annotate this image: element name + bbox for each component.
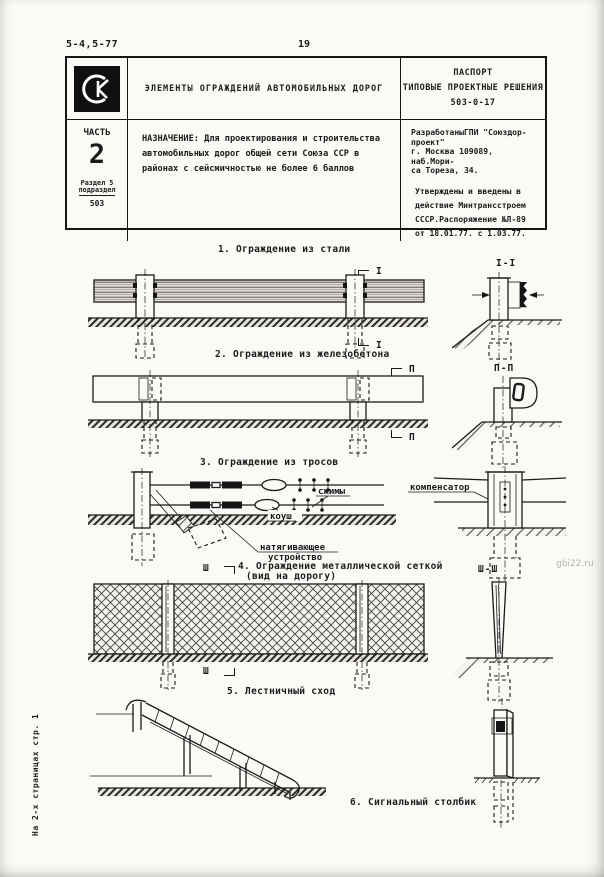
fig5-stairway-drawing <box>62 692 357 812</box>
fig4-post <box>161 580 175 690</box>
fig1-section-view-drawing <box>452 270 567 370</box>
document-code: 5-4,5-77 <box>66 39 119 50</box>
fig1-cut-mark-bottom: I <box>376 340 382 351</box>
section-cut-corner <box>224 566 235 574</box>
fig6-title: 6. Сигнальный столбик <box>350 797 477 808</box>
passport-line2: ТИПОВЫЕ ПРОЕКТНЫЕ РЕШЕНИЯ <box>402 83 544 93</box>
fig3-title: 3. Ограждение из тросов <box>200 457 339 468</box>
sk-logo <box>74 66 120 112</box>
fig4-section-view-drawing <box>438 578 563 703</box>
developer-block <box>411 128 539 176</box>
sk-monogram-icon <box>77 69 117 109</box>
approval-line: Утверждены и введены в <box>415 186 521 196</box>
document-title: ЭЛЕМЕНТЫ ОГРАЖДЕНИЙ АВТОМОБИЛЬНЫХ ДОРОГ <box>128 58 401 120</box>
part-section: Раздел 5 <box>80 179 114 187</box>
fig3-tensioner-label-1: натягивающее <box>260 543 326 553</box>
fig2-cut-mark-top: П <box>409 364 415 375</box>
fig4-title-line1: 4. Ограждение металлической сеткой <box>238 561 443 572</box>
fig4-mesh-fence-drawing <box>88 580 433 692</box>
passport-code: 503-0-17 <box>450 98 496 108</box>
turnbuckle <box>190 482 242 509</box>
fig4-title-line2: (вид на дорогу) <box>246 571 337 582</box>
developer-line: проект" <box>411 137 445 147</box>
developer-line: г. Москва 109089, наб.Мори- <box>411 147 493 166</box>
fig1-post <box>343 269 367 360</box>
part-code: 503 <box>89 199 105 208</box>
margin-note: На 2-х страницах стр. 1 <box>31 713 40 836</box>
section-cut-corner <box>224 668 235 676</box>
fig3-compensator-label: компенсатор <box>410 483 470 493</box>
part-label: ЧАСТЬ <box>83 128 111 138</box>
approval-line: СССР.Распоряжение №Л-89 <box>415 214 526 224</box>
section-cut-corner <box>391 430 402 438</box>
section-cut-corner <box>358 338 369 346</box>
logo-cell <box>67 58 128 120</box>
developer-line: РазработаныГПИ "Союздор- <box>411 128 527 137</box>
page-number: 19 <box>298 39 311 50</box>
approval-line: действие Минтрансстроем <box>415 200 526 210</box>
fig2-section-view-label: П-П <box>494 363 515 374</box>
watermark: gbi22.ru <box>556 559 594 569</box>
fig1-cut-mark-top: I <box>376 266 382 277</box>
fig1-post <box>133 269 157 360</box>
part-cell <box>67 120 128 241</box>
fig2-section-view-drawing <box>452 374 567 474</box>
fig4-cut-mark-bottom: Ш <box>203 666 209 677</box>
fig3-thimble-label: коуш <box>270 512 292 522</box>
fig4-post <box>355 580 369 690</box>
part-number: 2 <box>88 139 106 170</box>
approval-line: от 18.01.77. с 1.03.77. <box>415 228 526 238</box>
header-table <box>65 56 547 238</box>
fig2-title: 2. Ограждение из железобетона <box>215 349 390 360</box>
fig2-cut-mark-bottom: П <box>409 432 415 443</box>
passport-cell <box>401 58 545 120</box>
fig1-title: 1. Ограждение из стали <box>218 244 351 255</box>
fig6-signal-post-drawing <box>452 696 562 836</box>
balusters <box>155 710 279 785</box>
fig3-clamps-label: сжимы <box>318 487 346 497</box>
passport-line1: ПАСПОРТ <box>453 68 493 78</box>
part-subsection: подраздел <box>78 186 116 194</box>
fig3-section-view-label: Ш-Ш <box>478 564 499 575</box>
ground-hatch-ticks <box>475 778 539 783</box>
fig3-tensioner-label-2: устройство <box>268 553 323 563</box>
approval-block <box>411 185 539 241</box>
developer-cell <box>401 120 545 241</box>
fig5-title: 5. Лестничный сход <box>227 686 336 697</box>
developer-line: са Тореза, 34. <box>411 166 479 175</box>
fig1-section-view-label: I-I <box>496 258 517 269</box>
purpose-text: НАЗНАЧЕНИЕ: Для проектирования и строительства автомобильных дорог общей сети Союза ССР в районах с сейсмичностью не более 6 баллов <box>128 120 401 241</box>
fig2-concrete-guardrail-drawing <box>88 360 433 460</box>
fig4-cut-mark-top: Ш <box>203 563 209 574</box>
